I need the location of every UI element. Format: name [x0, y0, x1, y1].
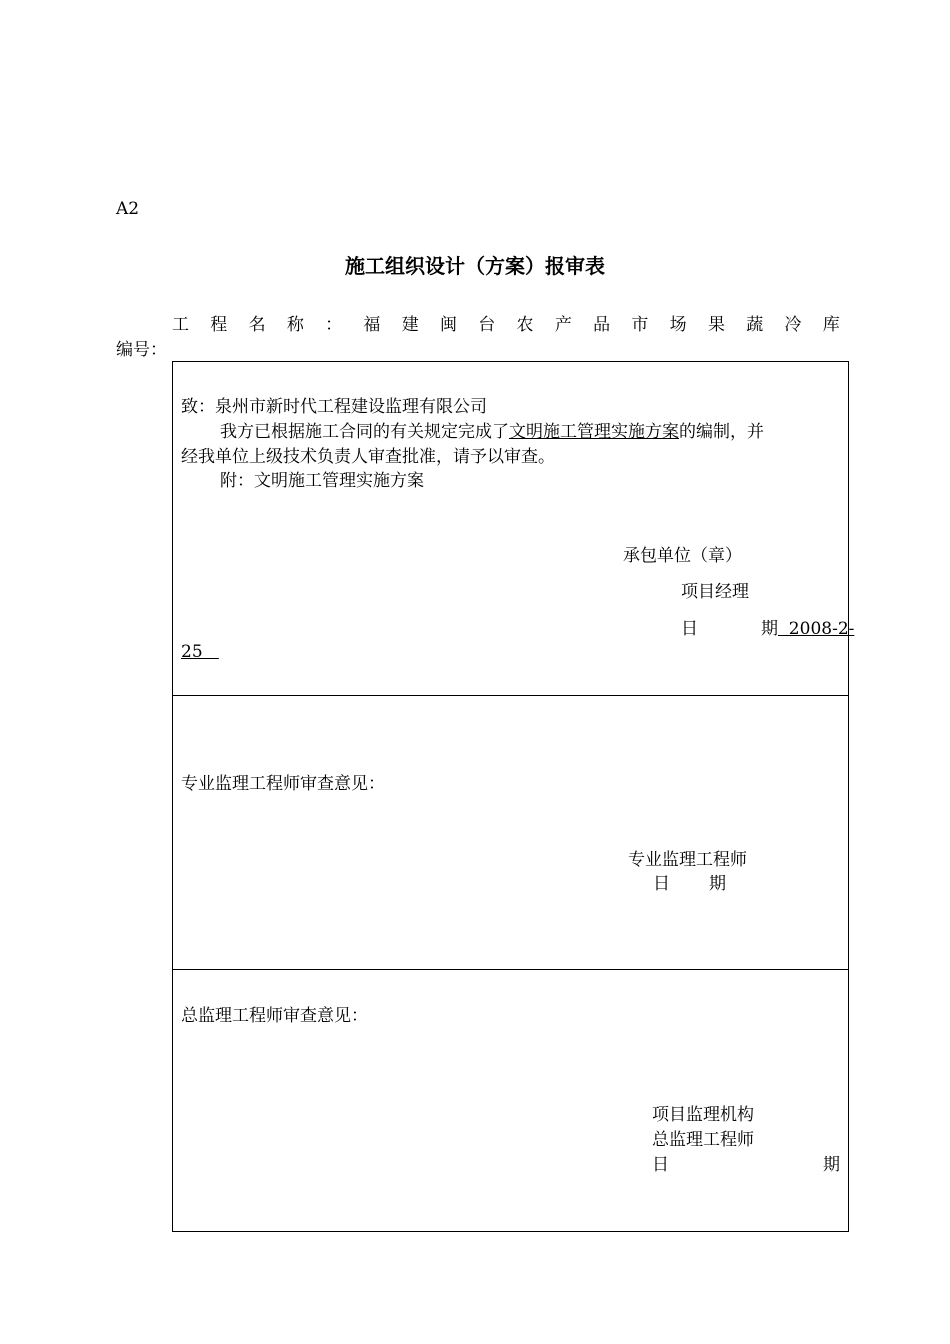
page-title: 施工组织设计（方案）报审表: [345, 254, 605, 278]
date-label: 日: [681, 619, 698, 639]
addressee-line: 致：泉州市新时代工程建设监理有限公司: [181, 397, 487, 417]
submission-date-value: 2008-2-: [778, 619, 855, 639]
contractor-seal-label: 承包单位（章）: [623, 546, 742, 566]
project-manager-label: 项目经理: [681, 582, 749, 602]
project-name-char: 场: [669, 315, 687, 335]
project-name-char: 工: [172, 315, 189, 335]
project-name-char: 果: [707, 315, 725, 335]
project-name-char: ：: [325, 315, 343, 335]
project-name-char: 蔬: [746, 315, 764, 335]
project-name-char: 名: [248, 315, 266, 335]
chief-engineer-label: 总监理工程师: [652, 1130, 754, 1150]
chief-date-label-period: 期: [823, 1155, 840, 1175]
specialist-opinion-label: 专业监理工程师审查意见：: [181, 774, 385, 794]
submission-body-line1: [220, 420, 764, 444]
form-code: A2: [116, 199, 140, 219]
review-form-table: [172, 361, 855, 1232]
submission-body-line2: 经我单位上级技术负责人审查批准，请予以审查。: [181, 447, 555, 467]
submission-date-line: [681, 617, 854, 641]
project-name-char: 农: [516, 315, 534, 335]
row-divider: [173, 969, 848, 970]
project-name-char: 称: [286, 315, 304, 335]
project-name-char: 福: [363, 315, 381, 335]
row-divider: [173, 695, 848, 696]
chief-opinion-label: 总监理工程师审查意见：: [181, 1006, 368, 1026]
specialist-date-line: [653, 872, 726, 896]
plan-name: 文明施工管理实施方案: [509, 422, 679, 442]
project-name-char: 建: [401, 315, 419, 335]
project-name-char: 台: [478, 315, 496, 335]
chief-date-label-day: 日: [652, 1155, 669, 1175]
submission-body-suffix: 的编制，并: [679, 422, 764, 442]
attachment-line: 附：文明施工管理实施方案: [220, 471, 424, 491]
project-name-char: 程: [210, 315, 228, 335]
project-name-line: [172, 313, 840, 337]
project-name-char: 库: [822, 315, 840, 335]
supervision-org-label: 项目监理机构: [652, 1105, 754, 1125]
date-label: 期: [709, 874, 726, 894]
specialist-engineer-label: 专业监理工程师: [628, 850, 747, 870]
project-name-char: 市: [631, 315, 649, 335]
project-name-char: 产: [554, 315, 572, 335]
serial-number-label: 编号：: [116, 340, 167, 360]
submission-date-value-cont: 25: [181, 642, 219, 662]
project-name-char: 冷: [784, 315, 802, 335]
date-label: 期: [761, 619, 778, 639]
submission-body-prefix: 我方已根据施工合同的有关规定完成了: [220, 422, 509, 442]
project-name-char: 闽: [439, 315, 457, 335]
project-name-char: 品: [593, 315, 611, 335]
date-label: 日: [653, 874, 670, 894]
